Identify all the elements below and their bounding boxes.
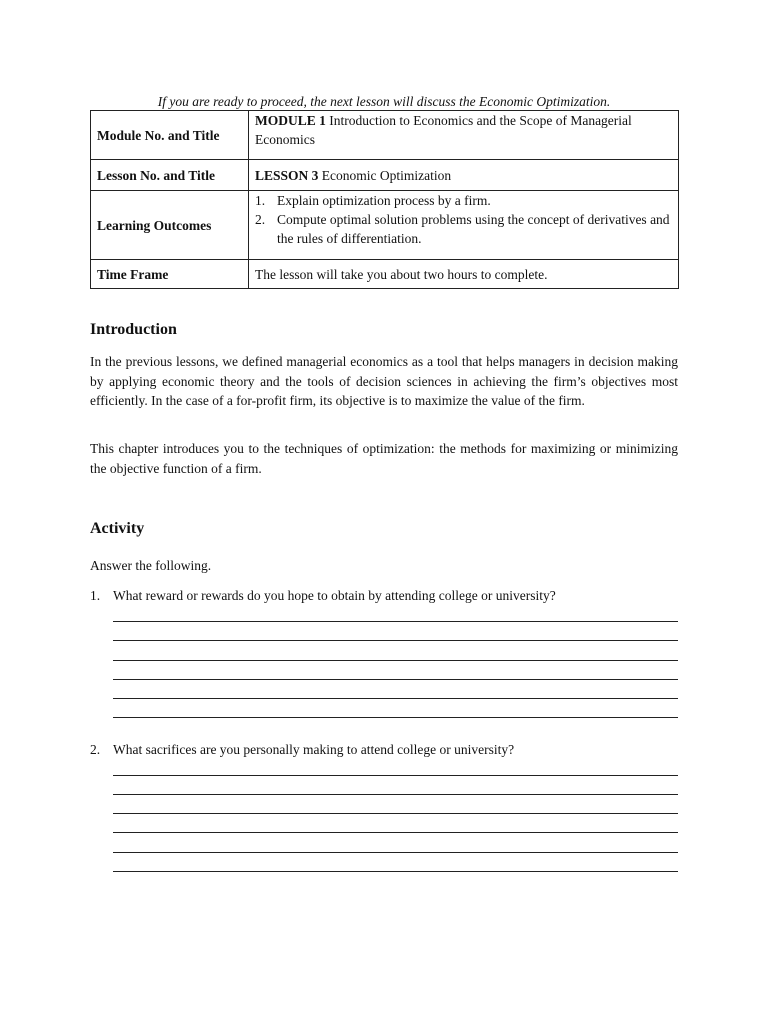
module-value	[249, 111, 679, 160]
lesson-number: LESSON 3	[255, 167, 319, 183]
answer-line-q2[interactable]	[113, 832, 678, 833]
lesson-row	[91, 160, 679, 191]
answer-line-q2[interactable]	[113, 794, 678, 795]
module-number: MODULE 1	[255, 113, 326, 128]
answer-line-q2[interactable]	[113, 871, 678, 872]
question-2	[90, 740, 678, 759]
outcomes-row	[91, 191, 679, 260]
answer-line-q1[interactable]	[113, 679, 678, 680]
outcomes-list	[255, 191, 672, 248]
question-text: What sacrifices are you personally making to attend college or university?	[113, 742, 515, 757]
answer-line-q2[interactable]	[113, 775, 678, 776]
question-number: 2.	[90, 742, 101, 757]
outcome-item	[255, 210, 672, 248]
outcome-item	[255, 191, 672, 210]
question-text: What reward or rewards do you hope to obtain by attending college or university?	[113, 588, 556, 603]
outcomes-label: Learning Outcomes	[91, 191, 249, 260]
question-1	[90, 586, 678, 605]
next-lesson-note: If you are ready to proceed, the next lesson will discuss the Economic Optimization.	[157, 94, 611, 109]
introduction-paragraph-1: In the previous lessons, we defined managerial economics as a tool that helps managers in decision making by applying economic theory and the tools of decision sciences in achieving the firm’s objectives most efficiently. In the case of a for-profit firm, its objective is to maximize the value of the firm.	[90, 354, 678, 408]
answer-line-q2[interactable]	[113, 813, 678, 814]
activity-instruction: Answer the following.	[90, 558, 212, 573]
time-frame-label: Time Frame	[91, 260, 249, 289]
module-title: Introduction to Economics and the Scope of Managerial Economics	[255, 113, 632, 147]
answer-line-q1[interactable]	[113, 660, 678, 661]
answer-line-q1[interactable]	[113, 640, 678, 641]
lesson-info-table	[90, 110, 679, 289]
lesson-value	[249, 160, 679, 191]
introduction-paragraph-2: This chapter introduces you to the techniques of optimization: the methods for maximizing or minimizing the objective function of a firm.	[90, 441, 678, 476]
time-frame-row	[91, 260, 679, 289]
module-label: Module No. and Title	[91, 111, 249, 160]
time-frame-value: The lesson will take you about two hours to complete.	[249, 260, 679, 289]
lesson-title: Economic Optimization	[321, 167, 452, 183]
answer-line-q1[interactable]	[113, 717, 678, 718]
question-number: 1.	[90, 588, 101, 603]
answer-line-q1[interactable]	[113, 621, 678, 622]
outcomes-value	[249, 191, 679, 260]
outcome-text: Compute optimal solution problems using the concept of derivatives and the rules of differentiation.	[277, 212, 670, 246]
module-row	[91, 111, 679, 160]
outcome-number: 1.	[255, 193, 266, 208]
outcome-number: 2.	[255, 212, 266, 227]
outcome-text: Explain optimization process by a firm.	[277, 193, 491, 208]
answer-line-q2[interactable]	[113, 852, 678, 853]
answer-line-q1[interactable]	[113, 698, 678, 699]
activity-heading: Activity	[90, 520, 145, 537]
introduction-heading: Introduction	[90, 321, 177, 338]
lesson-label: Lesson No. and Title	[91, 160, 249, 191]
